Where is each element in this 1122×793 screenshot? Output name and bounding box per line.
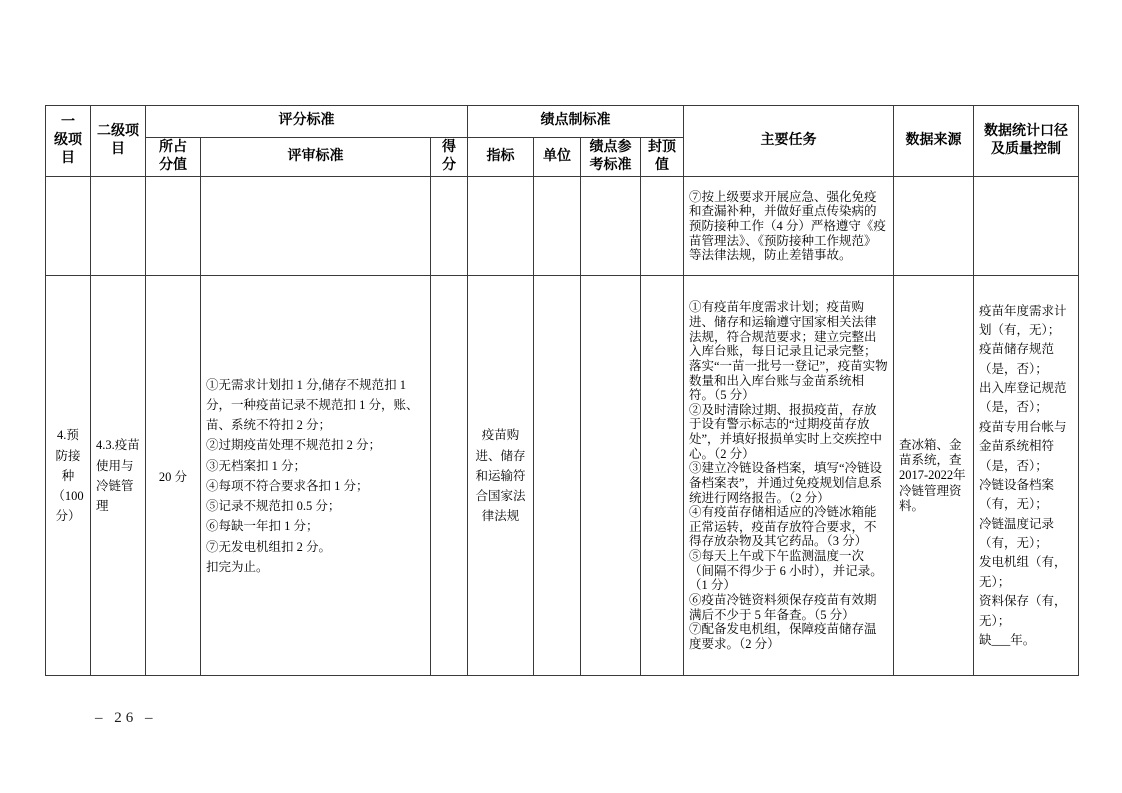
table-row-continuation — [46, 177, 1079, 276]
cell-indicator: 疫苗购进、储存和运输符合国家法律法规 — [468, 276, 534, 676]
page-number: – 26 – — [95, 710, 157, 726]
cell-score-empty — [431, 276, 468, 676]
cell-cap-value-empty — [641, 177, 684, 276]
cell-score-share-empty — [146, 177, 201, 276]
header-score: 得 分 — [431, 138, 468, 177]
cell-review-standard-empty — [201, 177, 431, 276]
cell-gpa-reference-empty — [581, 177, 641, 276]
header-unit: 单位 — [534, 138, 581, 177]
cell-level1-empty — [46, 177, 91, 276]
cell-data-source: 查冰箱、金苗系统，查2017-2022年冷链管理资料。 — [894, 276, 974, 676]
header-data-source: 数据来源 — [894, 106, 974, 177]
cell-cap-value-empty — [641, 276, 684, 676]
cell-unit-empty — [534, 177, 581, 276]
cell-level1-project: 4.预防接种（100分） — [46, 276, 91, 676]
header-row-groups — [46, 106, 1079, 138]
cell-gpa-reference-empty — [581, 276, 641, 676]
header-statistics-quality: 数据统计口径 及质量控制 — [974, 106, 1079, 177]
cell-score-share: 20 分 — [146, 276, 201, 676]
header-gpa-standard-group: 绩点制标准 — [468, 106, 684, 138]
header-gpa-reference: 绩点参 考标准 — [581, 138, 641, 177]
header-cap-value: 封顶 值 — [641, 138, 684, 177]
table-row-cold-chain — [46, 276, 1079, 676]
cell-unit-empty — [534, 276, 581, 676]
header-score-share: 所占 分值 — [146, 138, 201, 177]
header-main-tasks: 主要任务 — [684, 106, 894, 177]
cell-score-empty — [431, 177, 468, 276]
header-level2-project: 二级项目 — [91, 106, 146, 177]
cell-level2-empty — [91, 177, 146, 276]
cell-level2-project: 4.3.疫苗使用与冷链管理 — [91, 276, 146, 676]
header-scoring-standard-group: 评分标准 — [146, 106, 468, 138]
cell-data-source-empty — [894, 177, 974, 276]
header-review-standard: 评审标准 — [201, 138, 431, 177]
cell-review-standard: ①无需求计划扣 1 分,储存不规范扣 1 分，一种疫苗记录不规范扣 1 分，账、苗、系统不符扣 2 分； ②过期疫苗处理不规范扣 2 分； ③无档案扣 1 分； ④每项不符合要求各扣 1 分； ⑤记录不规范扣 0.5 分； ⑥每缺一年扣 1 分； ⑦无发电机组扣 2 分。 扣完为止。 — [201, 276, 431, 676]
cell-main-tasks: ①有疫苗年度需求计划；疫苗购进、储存和运输遵守国家相关法律法规，符合规范要求；建立完整出入库台账，每日记录且记录完整；落实“一苗一批号一登记”，疫苗实物数量和出入库台账与金苗系统相符。（5 分） ②及时清除过期、报损疫苗，存放于设有警示标志的“过期疫苗存放处”，并填好报损单实时上交疾控中心。（2 分） ③建立冷链设备档案，填写“冷链设备档案表”，并通过免疫规划信息系统进行网络报告。（2 分） ④有疫苗存储相适应的冷链冰箱能正常运转，疫苗存放符合要求，不得存放杂物及其它药品。（3 分） ⑤每天上午或下午监测温度一次（间隔不得少于 6 小时），并记录。（1 分） ⑥疫苗冷链资料须保存疫苗有效期满后不少于 5 年备查。（5 分） ⑦配备发电机组，保障疫苗储存温度要求。（2 分） — [684, 276, 894, 676]
cell-main-tasks: ⑦按上级要求开展应急、强化免疫和查漏补种，并做好重点传染病的预防接种工作（4 分）严格遵守《疫苗管理法》、《预防接种工作规范》等法律法规，防止差错事故。 — [684, 177, 894, 276]
cell-statistics-empty — [974, 177, 1079, 276]
cell-statistics-quality: 疫苗年度需求计划（有，无）； 疫苗储存规范（是，否）； 出入库登记规范（是，否）； 疫苗专用台帐与金苗系统相符（是，否）； 冷链设备档案（有，无）； 冷链温度记录（有，无）； 发电机组（有，无）； 资料保存（有，无）； 缺___年。 — [974, 276, 1079, 676]
cell-indicator-empty — [468, 177, 534, 276]
header-level1-project: 一 级项 目 — [46, 106, 91, 177]
header-indicator: 指标 — [468, 138, 534, 177]
assessment-table — [45, 105, 1079, 676]
